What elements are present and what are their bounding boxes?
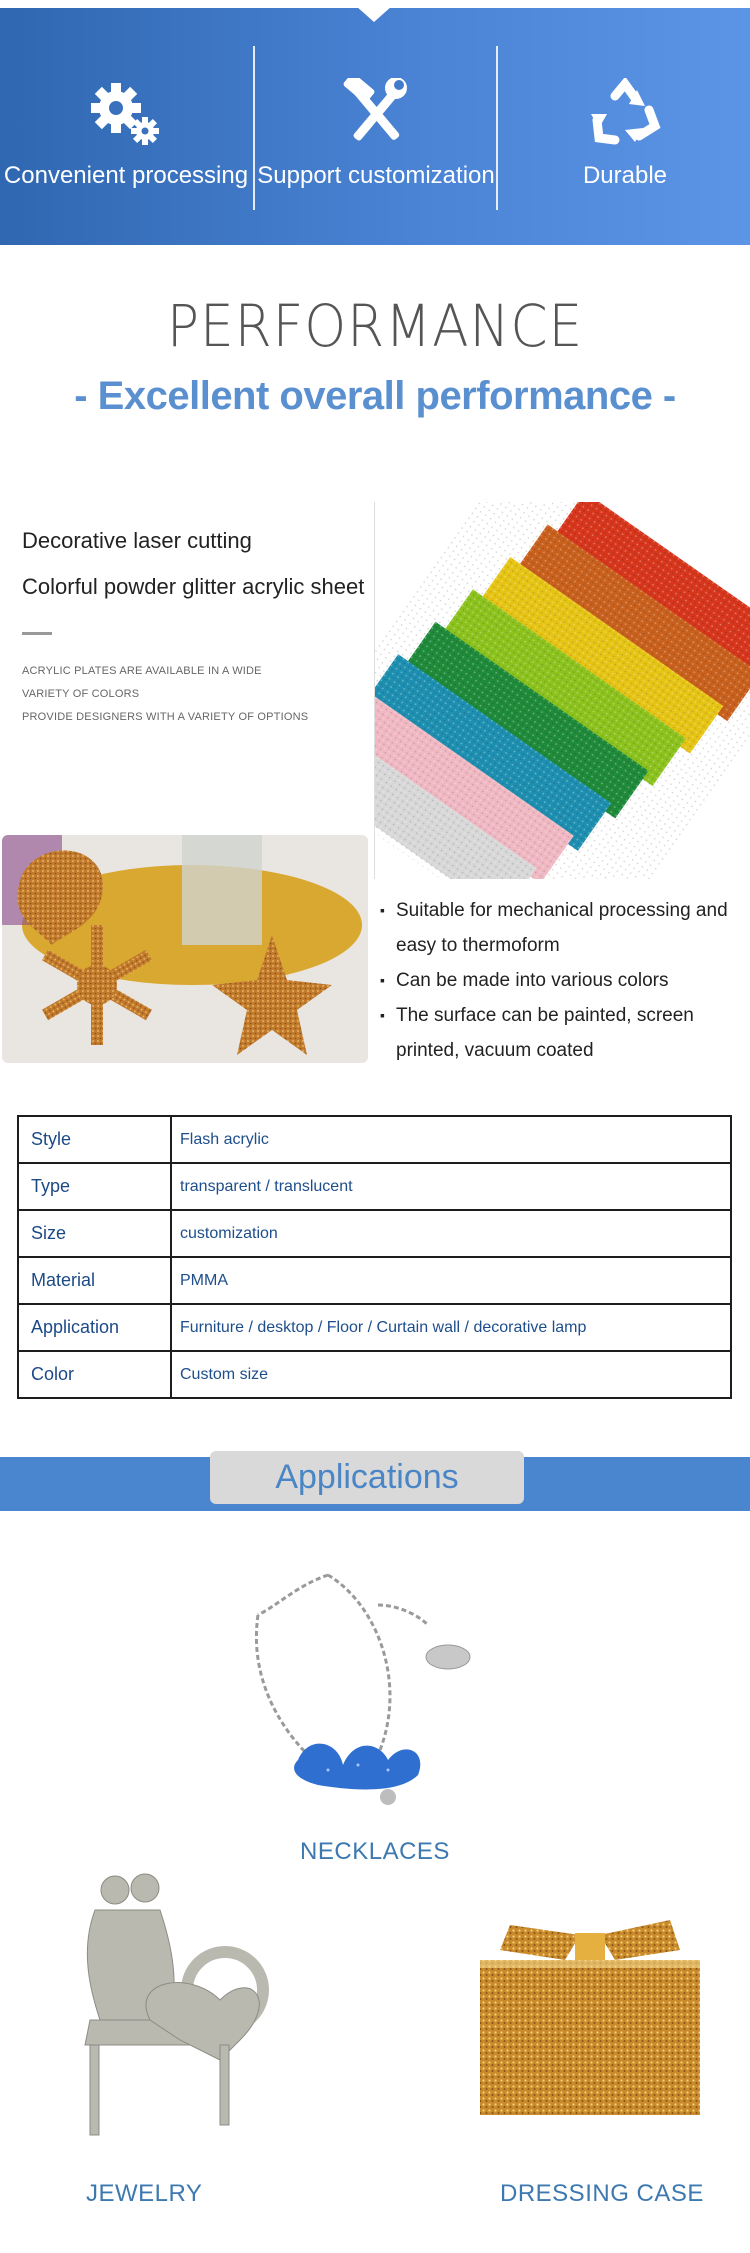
feature-banner bbox=[0, 0, 750, 245]
application-caption: JEWELRY bbox=[86, 2180, 203, 2207]
jewelry-cake-topper-image bbox=[70, 1870, 290, 2140]
glitter-strips-image bbox=[374, 502, 750, 879]
hammer-wrench-icon bbox=[336, 78, 416, 150]
intro-divider bbox=[22, 632, 52, 635]
spec-value: Furniture / desktop / Floor / Curtain wall / decorative lamp bbox=[171, 1304, 731, 1351]
spec-key: Type bbox=[18, 1163, 171, 1210]
performance-subtitle: - Excellent overall performance - bbox=[74, 374, 676, 418]
feature-durable bbox=[500, 0, 750, 245]
glitter-ornaments-image bbox=[2, 835, 368, 1063]
gears-icon bbox=[86, 78, 166, 150]
table-row bbox=[18, 1257, 731, 1304]
feature-support-customization bbox=[256, 0, 496, 245]
intro-line-2: Colorful powder glitter acrylic sheet bbox=[22, 574, 365, 599]
table-row bbox=[18, 1351, 731, 1398]
recycle-icon bbox=[585, 78, 665, 150]
feature-bullets bbox=[380, 893, 750, 1068]
intro-small-text: ACRYLIC PLATES ARE AVAILABLE IN A WIDE bbox=[22, 665, 262, 677]
spec-value: Custom size bbox=[171, 1351, 731, 1398]
application-caption: NECKLACES bbox=[300, 1838, 450, 1865]
spec-table bbox=[17, 1115, 732, 1399]
necklace-image bbox=[228, 1565, 498, 1815]
feature-label: Durable bbox=[582, 162, 668, 189]
feature-label: Support customization bbox=[257, 162, 495, 189]
spec-value: transparent / translucent bbox=[171, 1163, 731, 1210]
bullet-item: ▪ Can be made into various colors bbox=[380, 963, 750, 998]
table-row bbox=[18, 1304, 731, 1351]
spec-value: PMMA bbox=[171, 1257, 731, 1304]
feature-divider bbox=[496, 46, 498, 210]
spec-key: Style bbox=[18, 1116, 171, 1163]
dressing-case-image bbox=[470, 1905, 710, 2125]
performance-title: PERFORMANCE bbox=[166, 292, 584, 360]
spec-key: Color bbox=[18, 1351, 171, 1398]
feature-divider bbox=[253, 46, 255, 210]
table-row bbox=[18, 1116, 731, 1163]
intro-small-text: VARIETY OF COLORS bbox=[22, 688, 140, 700]
spec-value: customization bbox=[171, 1210, 731, 1257]
applications-title: Applications bbox=[210, 1451, 524, 1504]
spec-key: Size bbox=[18, 1210, 171, 1257]
bullet-item: ▪ The surface can be painted, screen printed, vacuum coated bbox=[380, 998, 750, 1068]
intro-line-1: Decorative laser cutting bbox=[22, 528, 252, 553]
table-row bbox=[18, 1163, 731, 1210]
intro-small-text: PROVIDE DESIGNERS WITH A VARIETY OF OPTIONS bbox=[22, 711, 309, 723]
spec-key: Material bbox=[18, 1257, 171, 1304]
feature-label: Convenient processing bbox=[3, 162, 249, 189]
bullet-item: ▪ Suitable for mechanical processing and easy to thermoform bbox=[380, 893, 750, 963]
spec-key: Application bbox=[18, 1304, 171, 1351]
spec-value: Flash acrylic bbox=[171, 1116, 731, 1163]
application-caption: DRESSING CASE bbox=[500, 2180, 704, 2207]
feature-convenient-processing bbox=[0, 0, 252, 245]
table-row bbox=[18, 1210, 731, 1257]
